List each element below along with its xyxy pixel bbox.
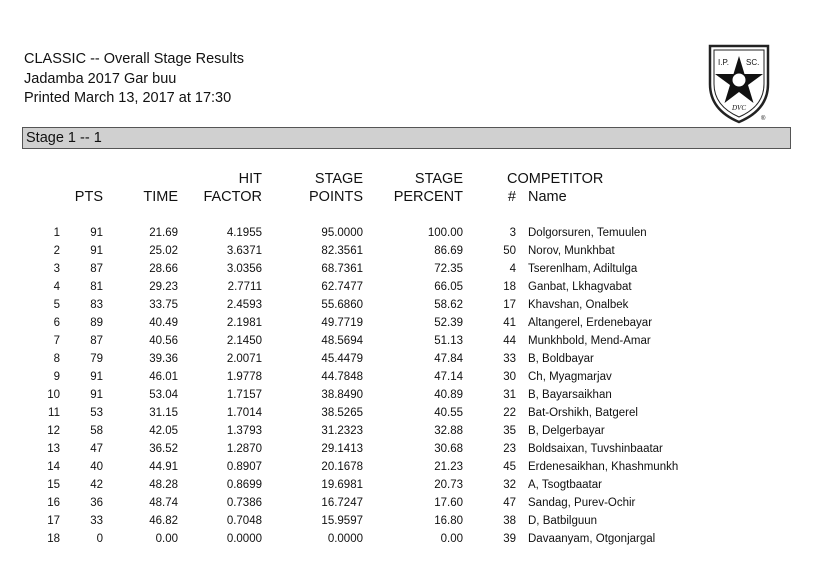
pts-cell: 40	[90, 461, 103, 473]
stage-percent-cell: 40.89	[434, 389, 463, 401]
place-cell: 4	[53, 281, 60, 293]
table-row	[0, 476, 816, 494]
stage-points-cell: 0.0000	[327, 533, 363, 545]
stage-percent-cell: 30.68	[434, 443, 463, 455]
stage-points-cell: 68.7361	[321, 263, 363, 275]
hit-factor-cell: 0.7386	[226, 497, 262, 509]
place-cell: 1	[53, 227, 60, 239]
competitor-name-cell: Dolgorsuren, Temuulen	[528, 227, 647, 239]
pts-cell: 36	[90, 497, 103, 509]
place-cell: 2	[53, 245, 60, 257]
competitor-number-cell: 31	[503, 389, 516, 401]
competitor-number-cell: 4	[509, 263, 516, 275]
pts-cell: 81	[90, 281, 103, 293]
stage-percent-cell: 17.60	[434, 497, 463, 509]
pts-cell: 91	[90, 227, 103, 239]
competitor-name-cell: Norov, Munkhbat	[528, 245, 615, 257]
stage-points-cell: 20.1678	[321, 461, 363, 473]
match-name: Jadamba 2017 Gar buu	[24, 70, 177, 87]
stage-percent-cell: 86.69	[434, 245, 463, 257]
hit-factor-cell: 0.0000	[226, 533, 262, 545]
competitor-name-cell: Sandag, Purev-Ochir	[528, 497, 636, 509]
competitor-number-cell: 35	[503, 425, 516, 437]
stage-points-cell: 31.2323	[321, 425, 363, 437]
stage-points-cell: 38.5265	[321, 407, 363, 419]
time-cell: 40.49	[149, 317, 178, 329]
registered-mark: ®	[761, 116, 766, 122]
place-cell: 6	[53, 317, 60, 329]
table-row	[0, 458, 816, 476]
place-cell: 11	[48, 407, 60, 419]
table-row	[0, 494, 816, 512]
competitor-name-cell: B, Bayarsaikhan	[528, 389, 612, 401]
logo-text-left: I.P.	[718, 58, 729, 67]
time-cell: 25.02	[149, 245, 178, 257]
table-row	[0, 530, 816, 548]
competitor-number-cell: 33	[503, 353, 516, 365]
hit-factor-cell: 0.7048	[226, 515, 262, 527]
place-cell: 18	[47, 533, 60, 545]
hit-factor-cell: 0.8907	[226, 461, 262, 473]
stage-percent-cell: 40.55	[434, 407, 463, 419]
table-row	[0, 440, 816, 458]
hit-factor-cell: 3.0356	[226, 263, 262, 275]
stage-points-cell: 48.5694	[321, 335, 363, 347]
hit-factor-cell: 0.8699	[226, 479, 262, 491]
place-cell: 13	[47, 443, 60, 455]
competitor-name-cell: A, Tsogtbaatar	[528, 479, 602, 491]
hit-factor-cell: 1.3793	[226, 425, 262, 437]
hit-factor-cell: 2.1450	[226, 335, 262, 347]
stage-percent-cell: 16.80	[434, 515, 463, 527]
stage-points-cell: 62.7477	[321, 281, 363, 293]
stage-points-cell: 16.7247	[321, 497, 363, 509]
col-number: #	[507, 189, 516, 205]
competitor-number-cell: 17	[503, 299, 516, 311]
time-cell: 33.75	[149, 299, 178, 311]
stage-points-cell: 49.7719	[321, 317, 363, 329]
time-cell: 0.00	[155, 533, 178, 545]
pts-cell: 47	[90, 443, 103, 455]
stage-points-cell: 55.6860	[321, 299, 363, 311]
place-cell: 17	[47, 515, 60, 527]
hit-factor-cell: 1.2870	[226, 443, 262, 455]
table-row	[0, 422, 816, 440]
col-points: POINTS	[309, 189, 363, 205]
competitor-name-cell: Bat-Orshikh, Batgerel	[528, 407, 638, 419]
col-stage-2: STAGE	[414, 171, 463, 187]
table-row	[0, 314, 816, 332]
competitor-number-cell: 32	[503, 479, 516, 491]
stage-percent-cell: 51.13	[434, 335, 463, 347]
stage-percent-cell: 20.73	[434, 479, 463, 491]
report-header	[24, 50, 244, 109]
competitor-name-cell: Khavshan, Onalbek	[528, 299, 629, 311]
stage-bar	[22, 127, 791, 149]
col-time: TIME	[143, 189, 178, 205]
pts-cell: 91	[90, 389, 103, 401]
table-row	[0, 404, 816, 422]
competitor-number-cell: 23	[503, 443, 516, 455]
place-cell: 16	[47, 497, 60, 509]
competitor-number-cell: 30	[503, 371, 516, 383]
col-pts: PTS	[74, 189, 103, 205]
stage-percent-cell: 21.23	[434, 461, 463, 473]
time-cell: 36.52	[149, 443, 178, 455]
place-cell: 3	[53, 263, 60, 275]
place-cell: 14	[47, 461, 60, 473]
competitor-name-cell: Boldsaixan, Tuvshinbaatar	[528, 443, 663, 455]
table-row	[0, 332, 816, 350]
time-cell: 44.91	[149, 461, 178, 473]
competitor-number-cell: 41	[503, 317, 516, 329]
place-cell: 7	[53, 335, 60, 347]
results-table	[0, 224, 816, 548]
col-hit: HIT	[238, 171, 262, 187]
time-cell: 21.69	[149, 227, 178, 239]
hit-factor-cell: 3.6371	[226, 245, 262, 257]
table-row	[0, 296, 816, 314]
hit-factor-cell: 1.7014	[226, 407, 262, 419]
time-cell: 40.56	[149, 335, 178, 347]
logo-text-right: SC.	[746, 58, 760, 67]
place-cell: 15	[47, 479, 60, 491]
stage-percent-cell: 47.84	[434, 353, 463, 365]
table-row	[0, 260, 816, 278]
competitor-number-cell: 3	[509, 227, 516, 239]
stage-percent-cell: 66.05	[434, 281, 463, 293]
stage-percent-cell: 58.62	[434, 299, 463, 311]
stage-percent-cell: 52.39	[434, 317, 463, 329]
table-row	[0, 512, 816, 530]
pts-cell: 91	[90, 245, 103, 257]
place-cell: 8	[53, 353, 60, 365]
logo-text-bottom: DVC	[732, 104, 746, 112]
time-cell: 28.66	[149, 263, 178, 275]
competitor-name-cell: Tserenlham, Adiltulga	[528, 263, 638, 275]
stage-points-cell: 95.0000	[321, 227, 363, 239]
place-cell: 9	[53, 371, 60, 383]
competitor-name-cell: B, Boldbayar	[528, 353, 594, 365]
hit-factor-cell: 1.7157	[226, 389, 262, 401]
stage-points-cell: 19.6981	[321, 479, 363, 491]
pts-cell: 87	[90, 335, 103, 347]
competitor-name-cell: Ch, Myagmarjav	[528, 371, 612, 383]
stage-percent-cell: 32.88	[434, 425, 463, 437]
competitor-number-cell: 50	[503, 245, 516, 257]
competitor-name-cell: D, Batbilguun	[528, 515, 598, 527]
hit-factor-cell: 2.7711	[227, 281, 262, 293]
stage-points-cell: 15.9597	[321, 515, 363, 527]
place-cell: 12	[47, 425, 60, 437]
table-row	[0, 224, 816, 242]
hit-factor-cell: 2.0071	[226, 353, 262, 365]
time-cell: 39.36	[149, 353, 178, 365]
stage-percent-cell: 100.00	[427, 227, 463, 239]
hit-factor-cell: 2.1981	[226, 317, 262, 329]
time-cell: 46.01	[149, 371, 178, 383]
hit-factor-cell: 1.9778	[226, 371, 262, 383]
col-competitor: COMPETITOR	[507, 171, 604, 187]
table-row	[0, 386, 816, 404]
table-row	[0, 242, 816, 260]
col-factor: FACTOR	[203, 189, 262, 205]
stage-percent-cell: 47.14	[434, 371, 463, 383]
time-cell: 48.74	[149, 497, 178, 509]
hit-factor-cell: 4.1955	[226, 227, 262, 239]
stage-percent-cell: 0.00	[440, 533, 463, 545]
competitor-number-cell: 18	[503, 281, 516, 293]
time-cell: 42.05	[149, 425, 178, 437]
competitor-name-cell: Munkhbold, Mend-Amar	[528, 335, 651, 347]
table-row	[0, 368, 816, 386]
time-cell: 46.82	[149, 515, 178, 527]
pts-cell: 0	[96, 533, 103, 545]
stage-points-cell: 38.8490	[321, 389, 363, 401]
pts-cell: 91	[90, 371, 103, 383]
competitor-name-cell: Altangerel, Erdenebayar	[528, 317, 653, 329]
stage-title: Stage 1 -- 1	[26, 130, 102, 146]
stage-points-cell: 44.7848	[321, 371, 363, 383]
competitor-number-cell: 39	[503, 533, 516, 545]
competitor-number-cell: 38	[503, 515, 516, 527]
col-name: Name	[528, 189, 567, 205]
pts-cell: 83	[90, 299, 103, 311]
time-cell: 29.23	[149, 281, 178, 293]
hit-factor-cell: 2.4593	[226, 299, 262, 311]
stage-percent-cell: 72.35	[434, 263, 463, 275]
pts-cell: 58	[90, 425, 103, 437]
pts-cell: 89	[90, 317, 103, 329]
col-stage: STAGE	[314, 171, 363, 187]
pts-cell: 87	[90, 263, 103, 275]
time-cell: 31.15	[149, 407, 178, 419]
competitor-name-cell: Davaanyam, Otgonjargal	[528, 533, 656, 545]
competitor-number-cell: 47	[503, 497, 516, 509]
ipsc-logo	[706, 44, 772, 124]
competitor-number-cell: 45	[503, 461, 516, 473]
stage-points-cell: 29.1413	[321, 443, 363, 455]
place-cell: 5	[53, 299, 60, 311]
table-row	[0, 278, 816, 296]
stage-points-cell: 45.4479	[321, 353, 363, 365]
competitor-number-cell: 44	[503, 335, 516, 347]
competitor-name-cell: B, Delgerbayar	[528, 425, 605, 437]
printed-date: Printed March 13, 2017 at 17:30	[24, 90, 232, 106]
competitor-name-cell: Ganbat, Lkhagvabat	[528, 281, 632, 293]
col-percent: PERCENT	[393, 189, 463, 205]
report-title: CLASSIC -- Overall Stage Results	[24, 51, 244, 67]
competitor-name-cell: Erdenesaikhan, Khashmunkh	[528, 461, 679, 473]
time-cell: 53.04	[149, 389, 178, 401]
place-cell: 10	[47, 389, 60, 401]
pts-cell: 42	[90, 479, 103, 491]
competitor-number-cell: 22	[503, 407, 516, 419]
table-row	[0, 350, 816, 368]
pts-cell: 53	[90, 407, 103, 419]
stage-points-cell: 82.3561	[321, 245, 363, 257]
time-cell: 48.28	[149, 479, 178, 491]
pts-cell: 79	[90, 353, 103, 365]
pts-cell: 33	[90, 515, 103, 527]
